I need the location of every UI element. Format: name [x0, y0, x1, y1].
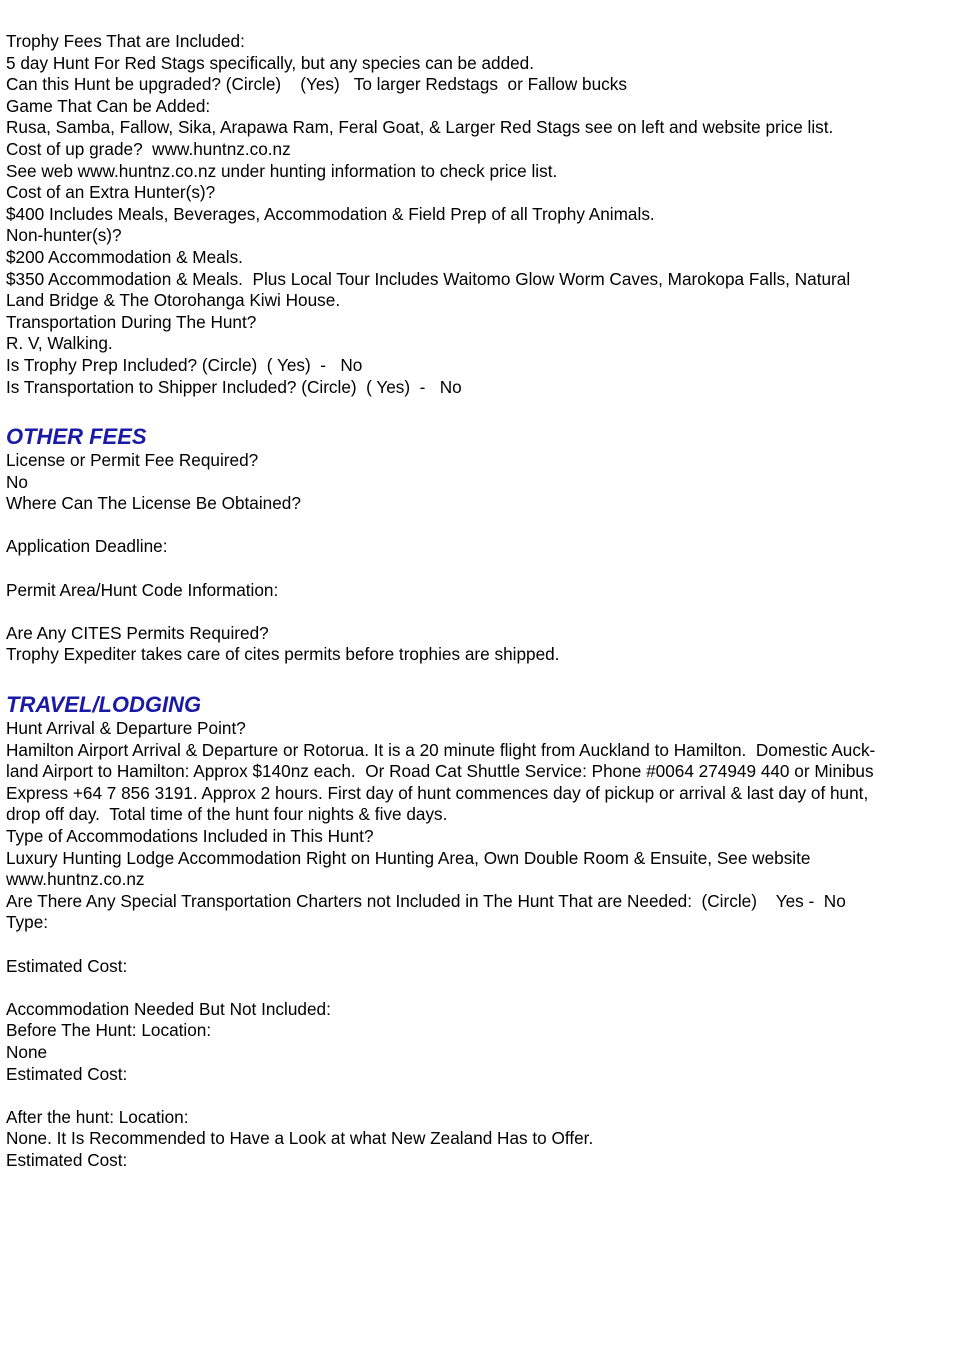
blank-line — [6, 934, 966, 956]
non-hunter-price-2: $350 Accommodation & Meals. Plus Local Tour Includes Waitomo Glow Worm Caves, Marokopa Falls, Natural — [6, 268, 851, 289]
other-fees-heading: OTHER FEES — [6, 424, 147, 450]
permit-area-label: Permit Area/Hunt Code Information: — [6, 579, 279, 600]
non-hunter-question: Non-hunter(s)? — [6, 225, 122, 246]
application-deadline-label: Application Deadline: — [6, 536, 168, 557]
spacer — [6, 666, 966, 690]
travel-lodging-heading: TRAVEL/LODGING — [6, 692, 202, 718]
upgrade-question: Can this Hunt be upgraded? (Circle) (Yes) To larger Redstags or Fallow bucks — [6, 74, 627, 95]
accommodation-question: Type of Accommodations Included in This Hunt? — [6, 826, 374, 846]
travel-section — [6, 692, 966, 1171]
accommodation-answer-line-1: Luxury Hunting Lodge Accommodation Right on Hunting Area, Own Double Room & Ensuite, See website — [6, 847, 811, 868]
extra-hunter-question: Cost of an Extra Hunter(s)? — [6, 182, 216, 203]
shipper-transport-question: Is Transportation to Shipper Included? (Circle) ( Yes) - No — [6, 376, 462, 397]
price-list-note: See web www.huntnz.co.nz under hunting information to check price list. — [6, 160, 558, 181]
license-obtain-question: Where Can The License Be Obtained? — [6, 493, 301, 514]
blank-line — [6, 977, 966, 999]
charter-type-label: Type: — [6, 912, 49, 933]
after-hunt-location-label: After the hunt: Location: — [6, 1106, 189, 1127]
other-fees-section — [6, 424, 966, 666]
charters-question: Are There Any Special Transportation Charters not Included in The Hunt That are Needed: (Circle) Yes - No — [6, 890, 846, 911]
cites-question: Are Any CITES Permits Required? — [6, 622, 269, 643]
arrival-answer-line-2: land Airport to Hamilton: Approx $140nz each. Or Road Cat Shuttle Service: Phone #0064 274949 440 or Minibus — [6, 761, 874, 782]
cites-answer: Trophy Expediter takes care of cites permits before trophies are shipped. — [6, 644, 560, 665]
after-hunt-location-answer: None. It Is Recommended to Have a Look at what New Zealand Has to Offer. — [6, 1128, 594, 1149]
trophy-prep-question: Is Trophy Prep Included? (Circle) ( Yes) - No — [6, 354, 363, 375]
document-page — [6, 31, 966, 1172]
arrival-answer-line-1: Hamilton Airport Arrival & Departure or Rotorua. It is a 20 minute flight from Auckland to Hamilton. Domestic Auck- — [6, 739, 876, 760]
trophy-fees-label: Trophy Fees That are Included: — [6, 31, 245, 51]
accommodation-answer-line-2: www.huntnz.co.nz — [6, 869, 145, 890]
blank-line — [6, 515, 966, 537]
arrival-answer-line-4: drop off day. Total time of the hunt four nights & five days. — [6, 804, 448, 825]
arrival-question: Hunt Arrival & Departure Point? — [6, 718, 246, 739]
blank-line — [6, 1085, 966, 1107]
accommodation-needed-label: Accommodation Needed But Not Included: — [6, 998, 331, 1019]
license-question: License or Permit Fee Required? — [6, 450, 259, 471]
blank-line — [6, 601, 966, 623]
blank-line — [6, 558, 966, 580]
trophy-section — [6, 31, 966, 398]
extra-hunter-answer: $400 Includes Meals, Beverages, Accommodation & Field Prep of all Trophy Animals. — [6, 203, 655, 224]
arrival-answer-line-3: Express +64 7 856 3191. Approx 2 hours. First day of hunt commences day of pickup or arrival & last day of hunt, — [6, 782, 869, 803]
hunt-description: 5 day Hunt For Red Stags specifically, but any species can be added. — [6, 52, 535, 73]
non-hunter-price-2-cont: Land Bridge & The Otorohanga Kiwi House. — [6, 290, 341, 311]
non-hunter-price-1: $200 Accommodation & Meals. — [6, 246, 243, 267]
spacer — [6, 398, 966, 422]
game-added-label: Game That Can be Added: — [6, 95, 211, 116]
transportation-answer: R. V, Walking. — [6, 333, 113, 354]
charter-estimated-cost-label: Estimated Cost: — [6, 955, 128, 976]
before-hunt-cost-label: Estimated Cost: — [6, 1063, 128, 1084]
license-answer: No — [6, 471, 28, 492]
before-hunt-location-answer: None — [6, 1041, 48, 1062]
transportation-question: Transportation During The Hunt? — [6, 311, 257, 332]
after-hunt-cost-label: Estimated Cost: — [6, 1149, 128, 1170]
upgrade-cost: Cost of up grade? www.huntnz.co.nz — [6, 138, 291, 159]
before-hunt-location-label: Before The Hunt: Location: — [6, 1020, 212, 1041]
game-added-list: Rusa, Samba, Fallow, Sika, Arapawa Ram, Feral Goat, & Larger Red Stags see on left and website price list. — [6, 117, 834, 138]
